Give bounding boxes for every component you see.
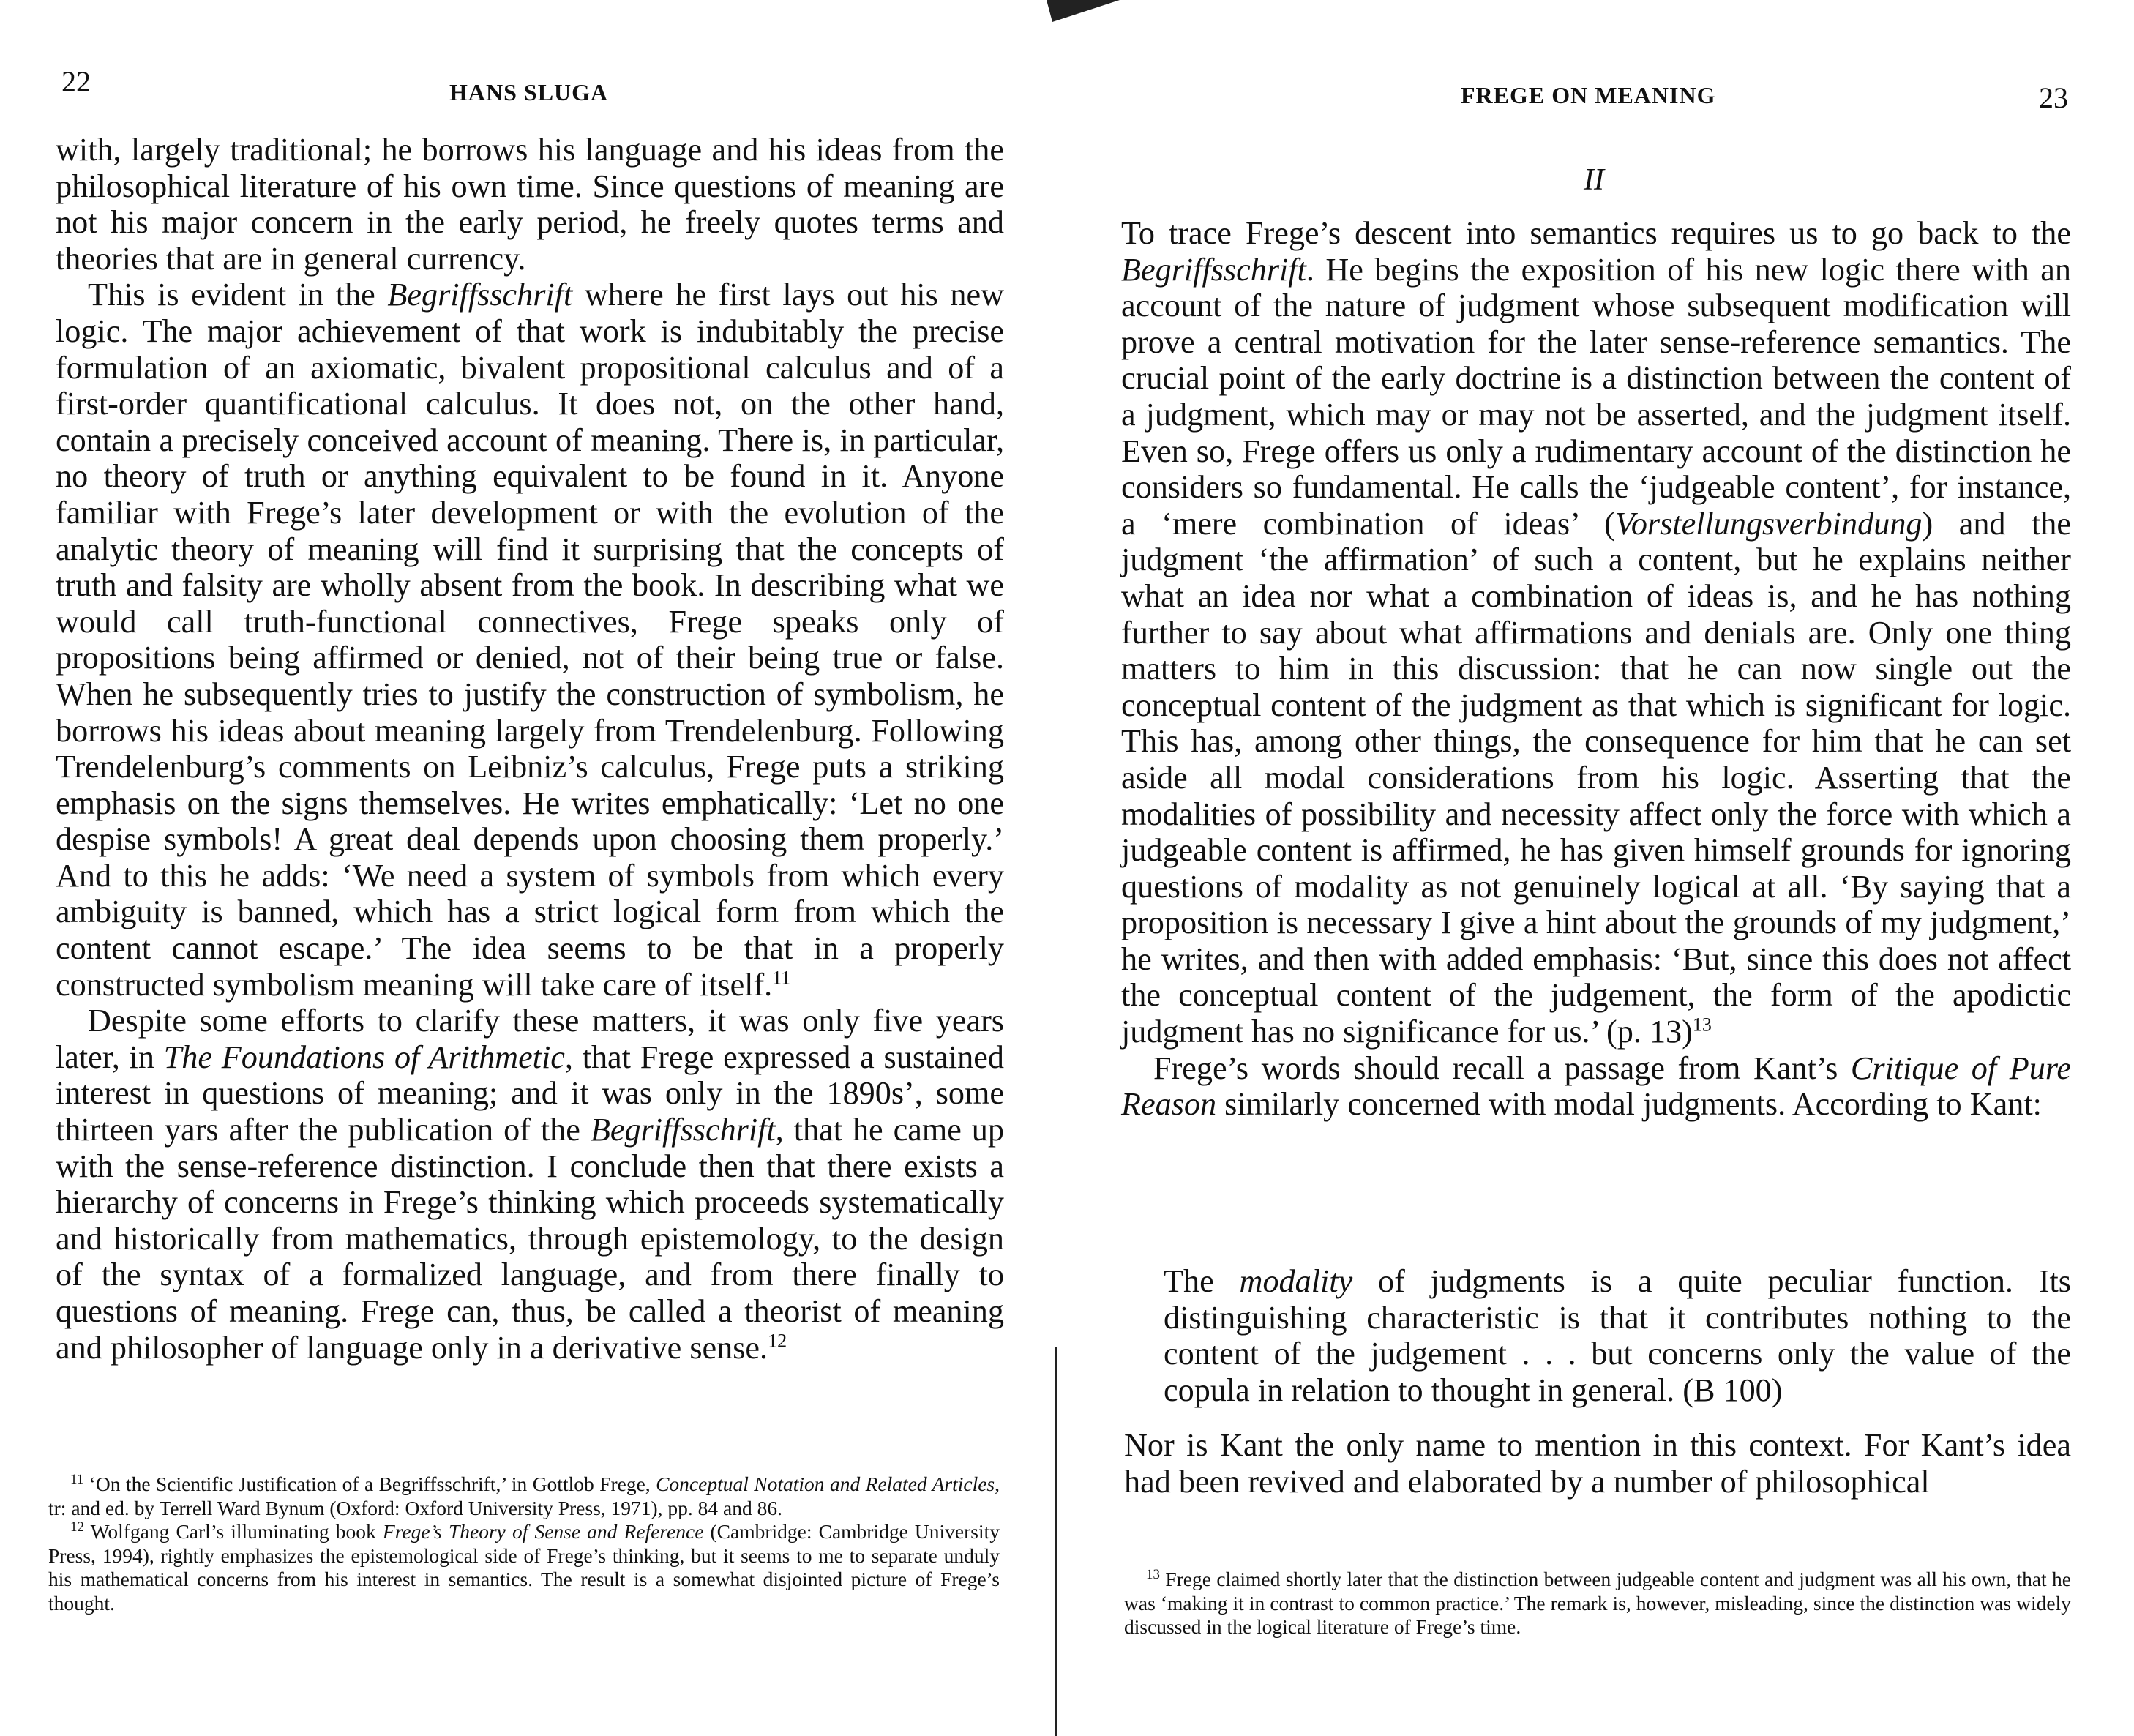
kant-block-quote: The modality of judgments is a quite peculiar function. Its distinguishing characteristic is that it contributes nothing to the content of the judgement . . . but concerns only the value of the copula in relation to thought in general. (B 100): [1164, 1263, 2072, 1408]
right-footnotes: [1124, 1568, 2071, 1639]
section-number: II: [1584, 163, 1604, 197]
right-paragraph-3: Nor is Kant the only name to mention in this context. For Kant’s idea had been revived and elaborated by a number of philosophical: [1124, 1427, 2071, 1500]
left-paragraph-3: Despite some efforts to clarify these matters, it was only five years later, in The Foundations of Arithmetic, that Frege expressed a sustained interest in questions of meaning; and it was only in the 1890s’, some thirteen yars after the publication of the Begriffsschrift, that he came up with the sense-reference distinction. I conclude then that there exists a hierarchy of concerns in Frege’s thinking which proceeds systematically and historically from mathematics, through epistemology, to the design of the syntax of a formalized language, and from there finally to questions of meaning. Frege can, thus, be called a theorist of meaning and philosopher of language only in a derivative sense.$^{12}$: [56, 1003, 1004, 1366]
running-head-right: FREGE ON MEANING: [1461, 82, 1716, 108]
left-paragraph-1: with, largely traditional; he borrows his language and his ideas from the philosophical literature of his own time. Since questions of meaning are not his major concern in the early period, he freely quotes terms and theories that are in general currency.: [56, 132, 1004, 277]
footnote-ref-13: 13: [1692, 1014, 1712, 1036]
right-page: [1058, 0, 2134, 1736]
left-page: [0, 0, 1047, 1736]
left-footnotes: [48, 1473, 1000, 1615]
footnote-ref-12: 12: [768, 1329, 787, 1351]
footnote-ref-11: 11: [772, 966, 791, 988]
right-paragraph-2: Frege’s words should recall a passage from Kant’s Critique of Pure Reason similarly concerned with modal judgments. According to Kant:: [1121, 1050, 2071, 1123]
footnote-12: $^{12}$ Wolfgang Carl’s illuminating book Frege’s Theory of Sense and Reference (Cambridge: Cambridge University Press, 1994), rightly emphasizes the epistemological side of Frege’s thinking, but it seems to me to separate unduly his mathematical concerns from his interest in semantics. The result is a somewhat disjointed picture of Frege’s thought.: [48, 1519, 1000, 1615]
footnote-11: $^{11}$ ‘On the Scientific Justification of a Begriffsschrift,’ in Gottlob Frege, Conceptual Notation and Related Articles, tr: and ed. by Terrell Ward Bynum (Oxford: Oxford University Press, 1971), pp. 84 and 86.: [48, 1471, 1000, 1519]
running-head-left: HANS SLUGA: [449, 79, 609, 105]
right-body-text-continued: [1124, 1427, 2071, 1500]
left-paragraph-2: This is evident in the Begriffsschrift where he first lays out his new logic. The major achievement of that work is indubitably the precise formulation of an axiomatic, bivalent propositional calculus and of a first-order quantificational calculus. It does not, on the other hand, contain a precisely conceived account of meaning. There is, in particular, no theory of truth or anything equivalent to be found in it. Anyone familiar with Frege’s later development or with the evolution of the analytic theory of meaning will find it surprising that the concepts of truth and falsity are wholly absent from the book. In describing what we would call truth-functional connectives, Frege speaks only of propositions being affirmed or denied, not of their being true or false. When he subsequently tries to justify the construction of symbolism, he borrows his ideas about meaning largely from Trendelenburg. Following Trendelenburg’s comments on Leibniz’s calculus, Frege puts a striking emphasis on the signs themselves. He writes emphatically: ‘Let no one despise symbols! A great deal depends upon choosing them properly.’ And to this he adds: ‘We need a system of symbols from which every ambiguity is banned, which has a strict logical form from which the content cannot escape.’ The idea seems to be that in a properly constructed symbolism meaning will take care of itself.$^{11}$: [56, 277, 1004, 1003]
right-paragraph-1: To trace Frege’s descent into semantics requires us to go back to the Begriffsschrift. He begins the exposition of his new logic there with an account of the nature of judgment whose subsequent modification will prove a central motivation for the later sense-reference semantics. The crucial point of the early doctrine is a distinction between the content of a judgment, which may or may not be asserted, and the judgment itself. Even so, Frege offers us only a rudimentary account of the distinction he considers so fundamental. He calls the ‘judgeable content’, for instance, a ‘mere combination of ideas’ (Vorstellungsverbindung) and the judgment ‘the affirmation’ of such a content, but he explains neither what an idea nor what a combination of ideas is, and he has nothing further to say about what affirmations and denials are. Only one thing matters to him in this discussion: that he can now single out the conceptual content of the judgment as that which is significant for logic. This has, among other things, the consequence for him that he can set aside all modal considerations from his logic. Asserting that the modalities of possibility and necessity affect only the force with which a judgeable content is affirmed, he has given himself grounds for ignoring questions of modality as not genuinely logical at all. ‘By saying that a proposition is necessary I give a hint about the grounds of my judgment,’ he writes, and then with added emphasis: ‘But, since this does not affect the conceptual content of the judgement, the form of the apodictic judgment has no significance for us.’ (p. 13)$^{13}$: [1121, 215, 2072, 1050]
gutter-line: [1055, 1347, 1057, 1736]
page-number-right: 23: [2039, 81, 2068, 114]
page-number-left: 22: [61, 65, 91, 98]
left-body-text: [56, 132, 1004, 1366]
footnote-13: $^{13}$ Frege claimed shortly later that the distinction between judgeable content and judgment was all his own, that he was ‘making it in contrast to common practice.’ The remark is, however, misleading, since the distinction was widely discussed in the logical literature of Frege’s time.: [1124, 1566, 2071, 1638]
right-body-text: [1121, 215, 2071, 1123]
